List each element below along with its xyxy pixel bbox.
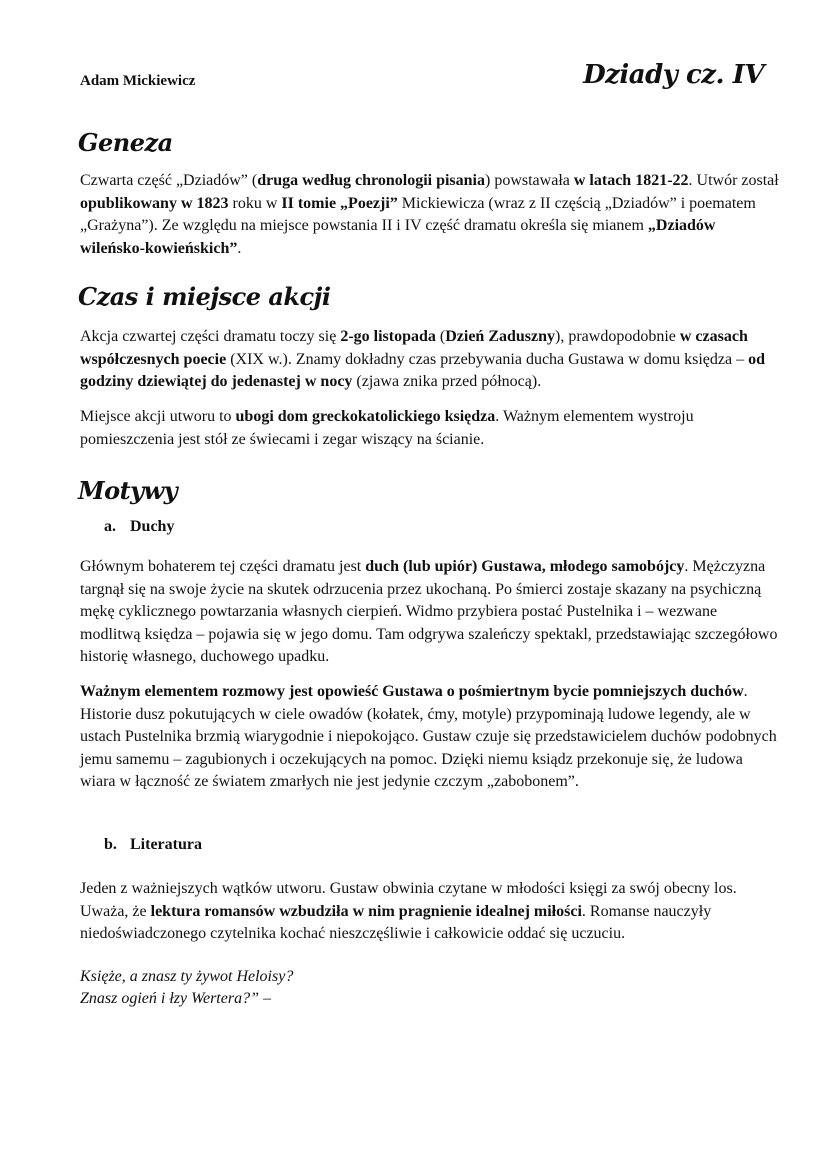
quote-line-2: Znasz ogień i łzy Wertera?” –: [80, 990, 271, 1007]
text-run: Akcja czwartej części dramatu toczy się: [80, 328, 341, 345]
heading-geneza: Geneza: [78, 128, 173, 157]
heading-motywy: Motywy: [78, 476, 178, 505]
text-run: . Mężczyzna targnął się na swoje życie na skutek odrzucenia przez ukochaną. Po śmierci zostaje skazany na psychiczną mękę cyklicznego powtarzania własnych cierpień. Widmo przybiera postać Pustelnika i – wezwane modlitwą księdza – pojawia się w jego domu. Tam odgrywa szaleńczy spektakl, przedstawiając szczegółowo historię własnego, duchowego upadku.: [80, 558, 778, 665]
document-title: Dziady cz. IV: [583, 60, 764, 90]
bold-run: lektura romansów wzbudziła w nim pragnienie idealnej miłości: [150, 902, 582, 920]
bold-run: Dzień Zaduszny: [445, 328, 556, 345]
subheading-duchy: [104, 518, 174, 536]
text-run: . Ważnym elementem wystroju pomieszczenia jest stół ze świecami i zegar wiszący na ścianie.: [80, 408, 694, 448]
text-run: .: [237, 239, 242, 257]
text-run: (: [435, 328, 446, 345]
text-run: ) powstawała: [485, 172, 574, 189]
bold-run: w czasach współczesnych poecie: [80, 328, 748, 368]
paragraph-duchy-2: [80, 681, 780, 794]
text-run: Głównym bohaterem tej części dramatu jest: [80, 558, 366, 575]
bold-run: opublikowany w 1823: [80, 194, 229, 212]
quote-line-1: Księże, a znasz ty żywot Heloisy?: [80, 968, 294, 985]
bold-run: „Dziadów wileńsko-kowieńskich”: [80, 217, 716, 257]
bold-run: 2-go listopada: [340, 328, 436, 345]
paragraph-miejsce: [80, 406, 780, 451]
bold-run: Ważnym elementem rozmowy jest opowieść Gustawa o pośmiertnym bycie pomniejszych duchów: [80, 683, 744, 700]
text-run: . Utwór został: [688, 172, 779, 189]
paragraph-literatura: [80, 878, 780, 946]
text-run: Czwarta część „Dziadów” (: [80, 172, 258, 189]
heading-czas-i-miejsce: Czas i miejsce akcji: [78, 282, 331, 311]
text-run: (zjawa znika przed północą).: [352, 373, 542, 390]
bold-run: II tomie „Poezji”: [281, 194, 398, 212]
list-marker: a.: [104, 518, 116, 535]
paragraph-duchy-1: [80, 556, 780, 669]
list-marker: b.: [104, 836, 117, 853]
text-run: Miejsce akcji utworu to: [80, 408, 236, 425]
text-run: Mickiewicza (wraz z II częścią „Dziadów” i poematem „Grażyna”). Ze względu na miejsce powstania II i IV część dramatu określa się mianem: [80, 194, 756, 234]
subheading-label: Duchy: [130, 518, 175, 535]
text-run: ), prawdopodobnie: [555, 328, 680, 345]
bold-run: ubogi dom greckokatolickiego księdza: [235, 408, 496, 425]
author-name: Adam Mickiewicz: [80, 73, 196, 89]
text-run: . Historie dusz pokutujących w ciele owadów (kołatek, ćmy, motyle) przypominają ludowe legendy, ale w ustach Pustelnika brzmią wiarygodnie i niepokojąco. Gustaw czuje się przedstawicielem duchów podobnych jemu samemu – zagubionych i oczekujących na pomoc. Dzięki niemu ksiądz przekonuje się, że ludowa wiara w łączność ze światem zmarłych nie jest jedynie czczym „zabobonem”.: [80, 683, 777, 790]
text-run: roku w: [228, 194, 282, 212]
text-run: . Romanse nauczyły niedoświadczonego czytelnika kochać nieszczęśliwie i całkowicie oddać się uczuciu.: [80, 902, 712, 942]
bold-run: druga według chronologii pisania: [257, 172, 485, 189]
paragraph-czas: [80, 326, 780, 394]
bold-run: od godziny dziewiątej do jedenastej w nocy: [80, 350, 766, 390]
text-run: Jeden z ważniejszych wątków utworu. Gustaw obwinia czytane w młodości księgi za swój obecny los. Uważa, że: [80, 880, 737, 920]
text-run: (XIX w.). Znamy dokładny czas przebywania ducha Gustawa w domu księdza –: [226, 350, 749, 368]
bold-run: duch (lub upiór) Gustawa, młodego samobójcy: [365, 558, 685, 575]
subheading-literatura: [104, 836, 202, 854]
paragraph-geneza: [80, 170, 780, 260]
bold-run: w latach 1821-22: [573, 172, 689, 189]
subheading-label: Literatura: [130, 836, 202, 853]
